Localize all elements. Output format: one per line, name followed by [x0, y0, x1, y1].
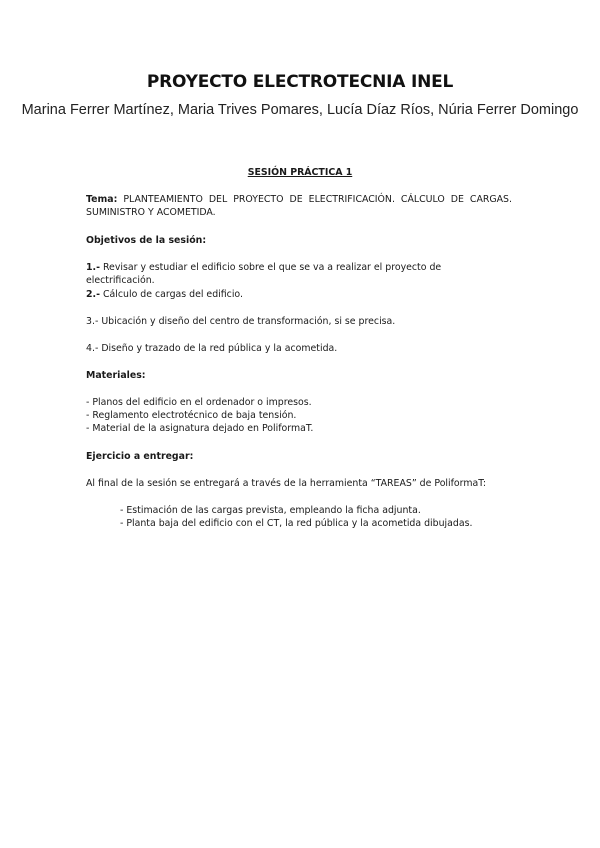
material-item: - Planos del edificio en el ordenador o impresos. [86, 397, 312, 408]
exercise-intro: Al final de la sesión se entregará a través de la herramienta “TAREAS” de PoliformaT: [86, 478, 487, 489]
objective-number: 1.- [86, 262, 100, 273]
objective-item [86, 261, 512, 287]
objective-text: Revisar y estudiar el edificio sobre el que se va a realizar el proyecto de electrificación. [86, 262, 442, 286]
objectives-heading: Objetivos de la sesión: [86, 235, 207, 246]
material-item: - Reglamento electrotécnico de baja tensión. [86, 410, 297, 421]
objective-number: 4.- [86, 343, 99, 354]
exercise-item: - Estimación de las cargas prevista, empleando la ficha adjunta. [120, 505, 421, 516]
objective-item [86, 342, 512, 355]
objective-text: Cálculo de cargas del edificio. [102, 289, 243, 300]
material-item: - Material de la asignatura dejado en PoliformaT. [86, 423, 314, 434]
objective-number: 3.- [86, 316, 99, 327]
tema-paragraph [86, 193, 512, 219]
objective-text: Ubicación y diseño del centro de transformación, si se precisa. [101, 316, 396, 327]
tema-label: Tema: [86, 194, 118, 205]
objective-text: Diseño y trazado de la red pública y la acometida. [101, 343, 338, 354]
objective-number: 2.- [86, 289, 100, 300]
exercise-item: - Planta baja del edificio con el CT, la red pública y la acometida dibujadas. [120, 518, 473, 529]
objective-item [86, 288, 512, 301]
document-title: PROYECTO ELECTROTECNIA INEL [146, 72, 454, 92]
materials-heading: Materiales: [86, 370, 146, 381]
session-title: SESIÓN PRÁCTICA 1 [247, 167, 353, 178]
authors-line: Marina Ferrer Martínez, Maria Trives Pomares, Lucía Díaz Ríos, Núria Ferrer Domingo [21, 102, 579, 118]
tema-text: PLANTEAMIENTO DEL PROYECTO DE ELECTRIFICACIÓN. CÁLCULO DE CARGAS. SUMINISTRO Y ACOMETIDA. [86, 194, 512, 218]
objective-item [86, 315, 512, 328]
materials-list [86, 396, 512, 435]
exercise-list [120, 504, 520, 530]
exercise-heading: Ejercicio a entregar: [86, 451, 194, 462]
